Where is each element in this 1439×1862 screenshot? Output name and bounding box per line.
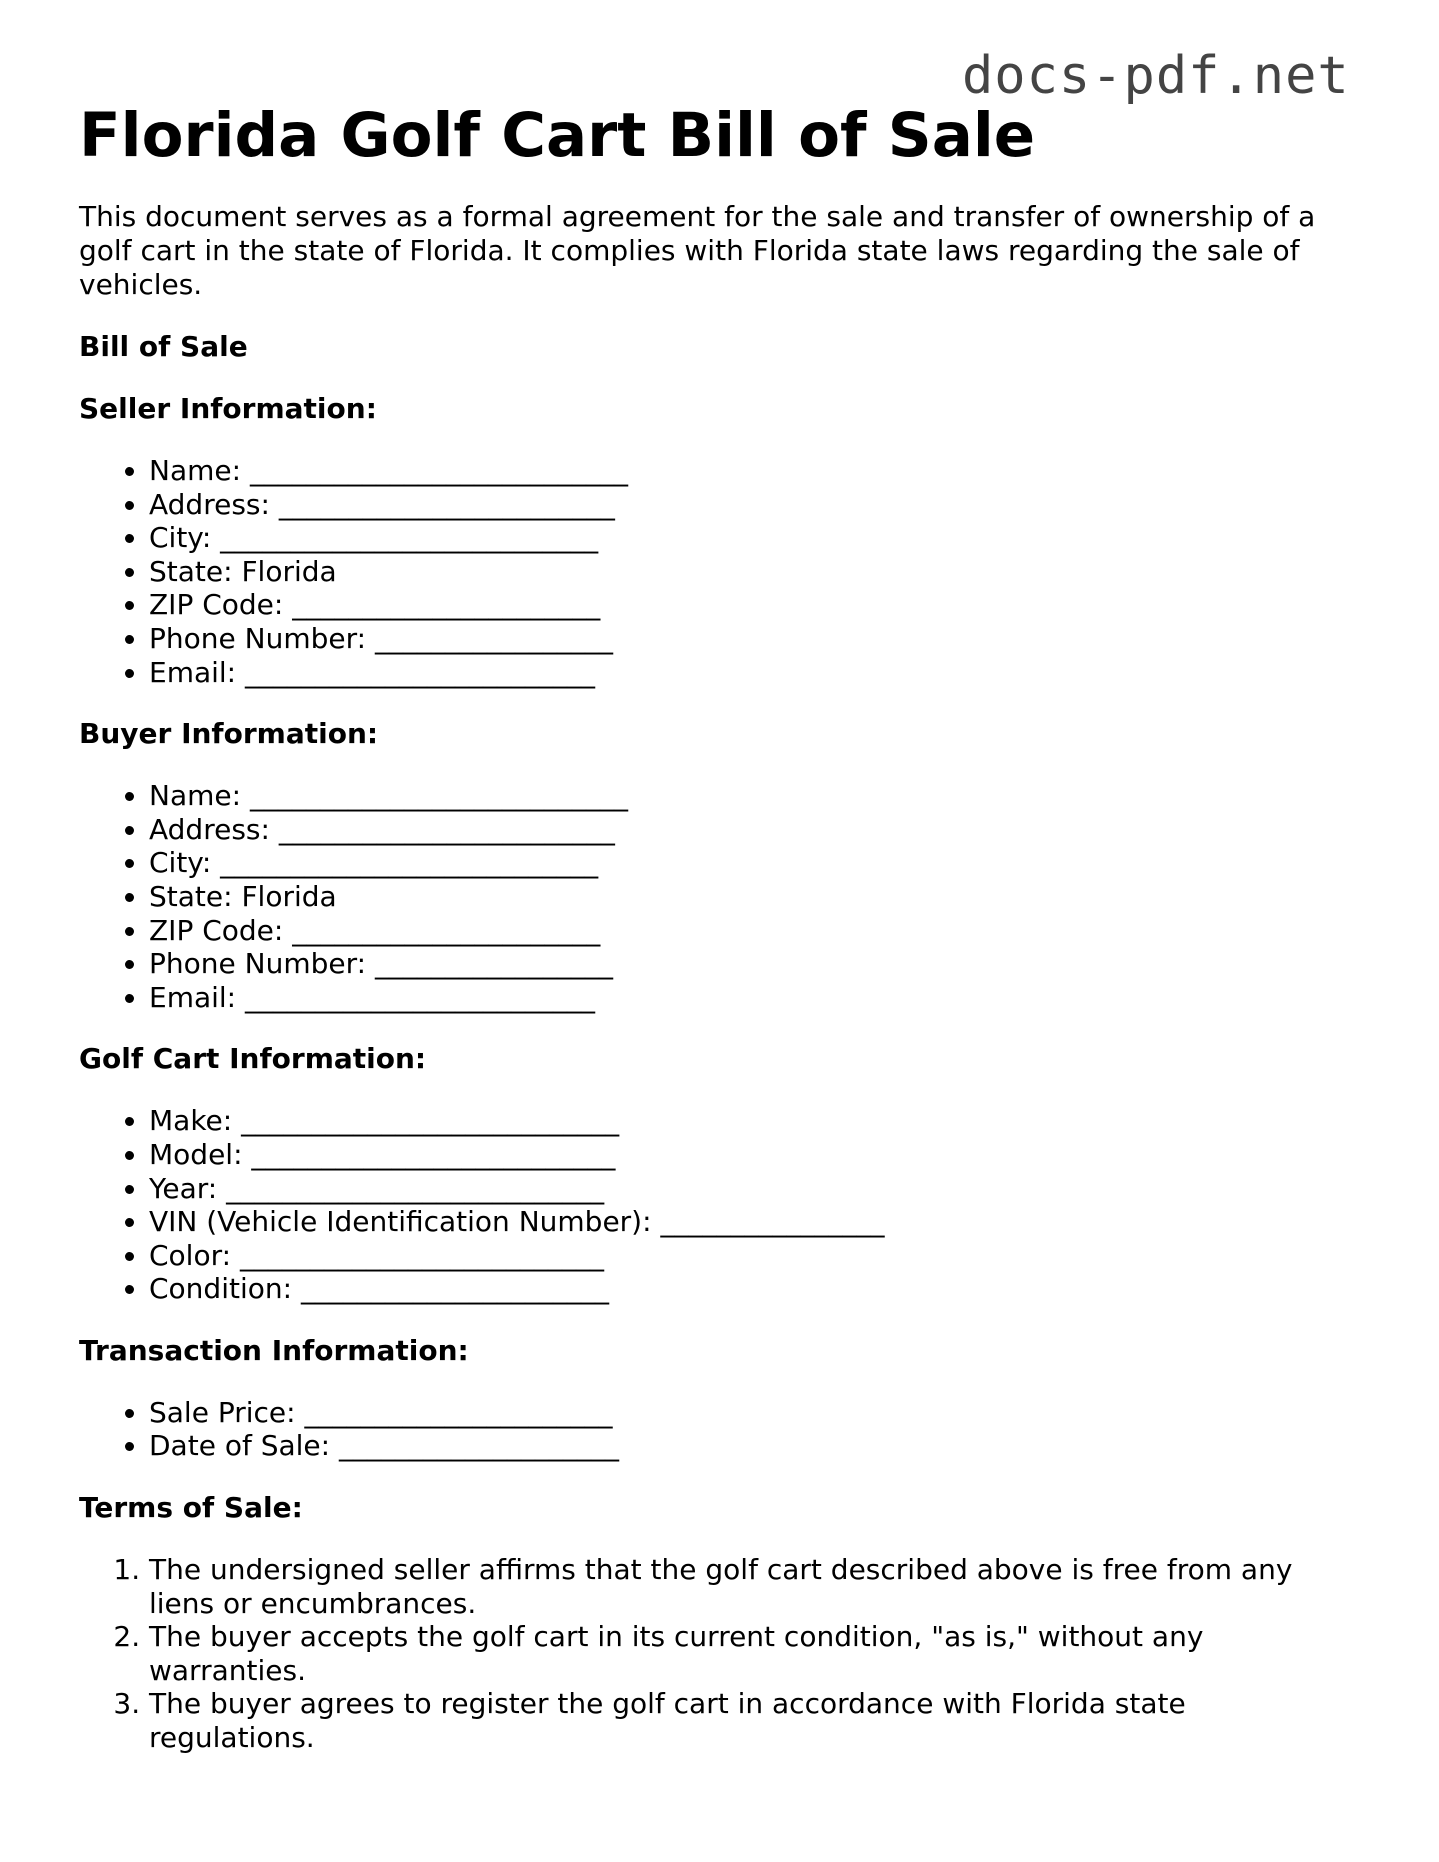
buyer-list — [79, 779, 1359, 1014]
cart-model-field[interactable]: • Model: __________________________ — [149, 1138, 1359, 1172]
watermark: docs-pdf.net — [962, 46, 1350, 106]
buyer-zip-field[interactable]: • ZIP Code: ______________________ — [149, 914, 1359, 948]
cart-make-field[interactable]: • Make: ___________________________ — [149, 1104, 1359, 1138]
date-of-sale-field[interactable]: • Date of Sale: ____________________ — [149, 1429, 1359, 1463]
seller-email-field[interactable]: • Email: _________________________ — [149, 656, 1359, 690]
bill-of-sale-heading: Bill of Sale — [79, 330, 248, 363]
terms-heading: Terms of Sale: — [79, 1491, 303, 1525]
intro-paragraph: This document serves as a formal agreement for the sale and transfer of ownership of a golf cart in the state of Florida. It complies with Florida state laws regarding the sale of vehicles. — [79, 200, 1316, 301]
cart-year-field[interactable]: • Year: ___________________________ — [149, 1172, 1359, 1206]
buyer-name-field[interactable]: • Name: ___________________________ — [149, 779, 1359, 813]
sale-price-field[interactable]: • Sale Price: ______________________ — [149, 1396, 1359, 1430]
seller-list — [79, 454, 1359, 689]
buyer-city-field[interactable]: • City: ___________________________ — [149, 846, 1359, 880]
buyer-heading: Buyer Information: — [79, 717, 379, 751]
buyer-email-field[interactable]: • Email: _________________________ — [149, 981, 1359, 1015]
golf-cart-list — [79, 1104, 1359, 1306]
term-item: 2. The buyer accepts the golf cart in its current condition, "as is," without any warranties. — [149, 1620, 1359, 1687]
cart-vin-field[interactable]: • VIN (Vehicle Identification Number): ________________ — [149, 1205, 1359, 1239]
seller-city-field[interactable]: • City: ___________________________ — [149, 521, 1359, 555]
seller-heading: Seller Information: — [79, 392, 377, 425]
buyer-state: • State: Florida — [149, 880, 1359, 914]
seller-name-field[interactable]: • Name: ___________________________ — [149, 454, 1359, 488]
buyer-address-field[interactable]: • Address: ________________________ — [149, 813, 1359, 847]
golf-cart-heading: Golf Cart Information: — [79, 1042, 427, 1076]
document-page — [79, 96, 1359, 1755]
cart-color-field[interactable]: • Color: __________________________ — [149, 1239, 1359, 1273]
term-item: 3. The buyer agrees to register the golf cart in accordance with Florida state regulations. — [149, 1687, 1359, 1754]
seller-phone-field[interactable]: • Phone Number: _________________ — [149, 622, 1359, 656]
seller-state: • State: Florida — [149, 555, 1359, 589]
buyer-phone-field[interactable]: • Phone Number: _________________ — [149, 947, 1359, 981]
document-title: Florida Golf Cart Bill of Sale — [79, 100, 1036, 171]
cart-condition-field[interactable]: • Condition: ______________________ — [149, 1272, 1359, 1306]
terms-list — [79, 1553, 1359, 1755]
transaction-list — [79, 1396, 1359, 1463]
term-item: 1. The undersigned seller affirms that the golf cart described above is free from any liens or encumbrances. — [149, 1553, 1359, 1620]
seller-zip-field[interactable]: • ZIP Code: ______________________ — [149, 588, 1359, 622]
transaction-heading: Transaction Information: — [79, 1333, 469, 1367]
seller-address-field[interactable]: • Address: ________________________ — [149, 488, 1359, 522]
